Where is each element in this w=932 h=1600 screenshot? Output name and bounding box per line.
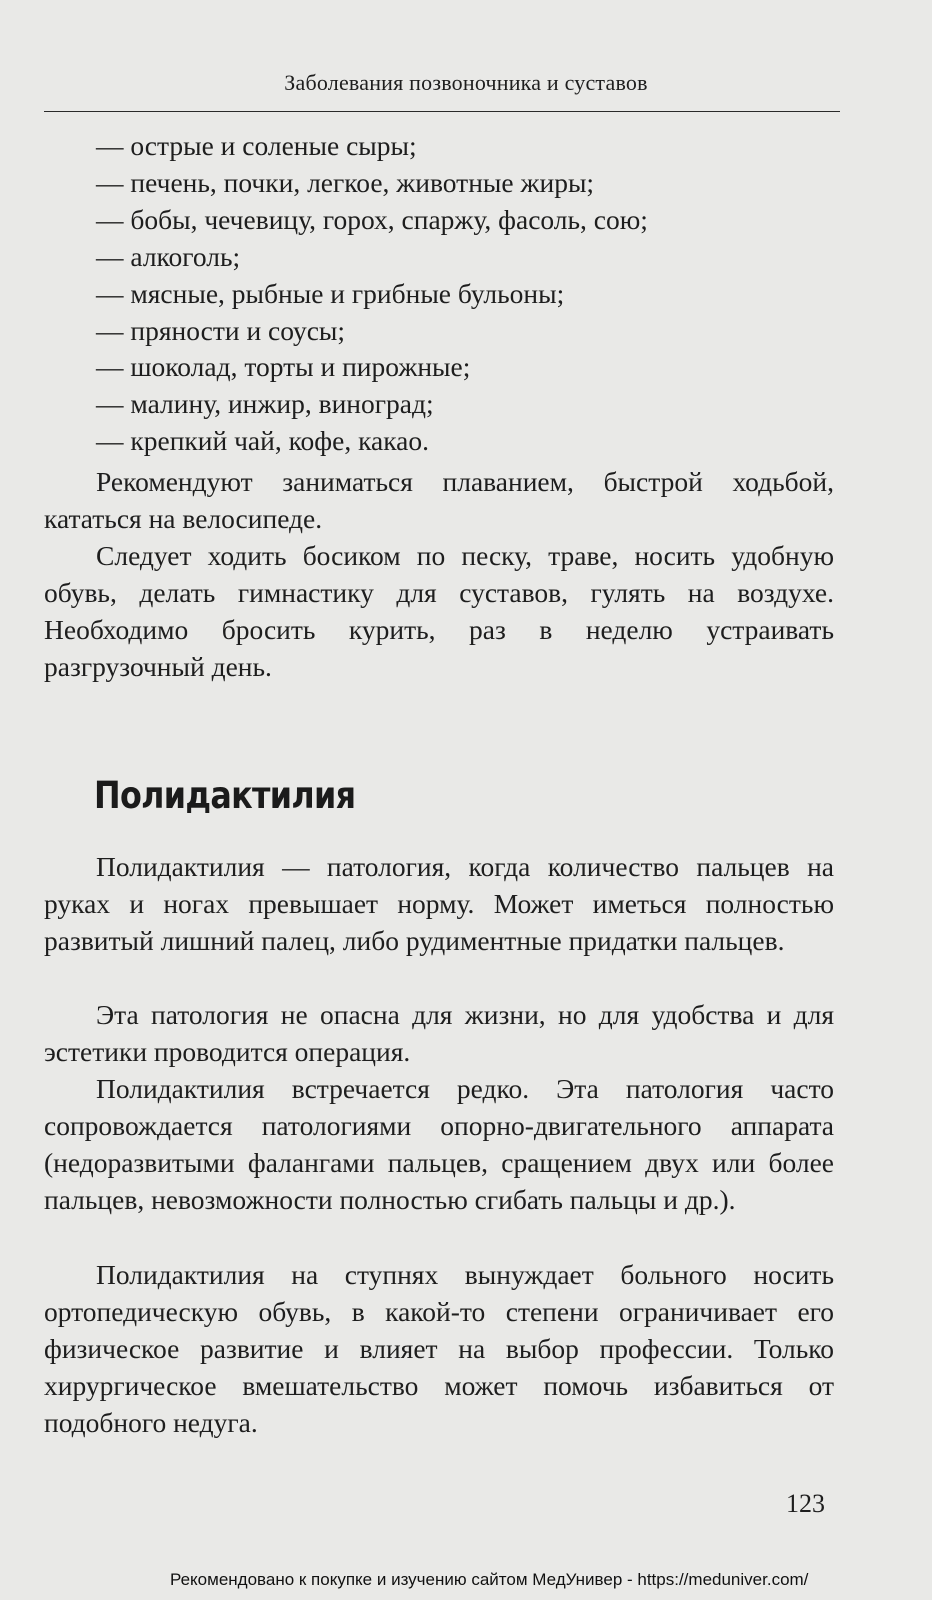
list-item: — алкоголь; (96, 240, 241, 272)
food-list (96, 128, 648, 460)
list-item: — пряности и соусы; (96, 314, 346, 346)
paragraph-feet: Полидактилия на ступнях вынуждает больного носить ортопедическую обувь, в какой-то степени ограничивает его физическое развитие и влияет на выбор профессии. Только хирургическое вмешательство может помочь избавиться от подобного недуга. (44, 1259, 834, 1438)
paragraph-operation: Эта патология не опасна для жизни, но для удобства и для эстетики проводится операция. (44, 999, 834, 1067)
section-title: Полидактилия (94, 774, 356, 817)
list-item: — острые и соленые сыры; (96, 130, 417, 161)
list-item: — шоколад, торты и пирожные; (96, 351, 471, 383)
list-item: — бобы, чечевицу, горох, спаржу, фасоль, сою; (96, 203, 648, 235)
list-item: — малину, инжир, виноград; (96, 388, 434, 420)
list-item: — печень, почки, легкое, животные жиры; (96, 166, 595, 198)
list-item: — крепкий чай, кофе, какао. (96, 425, 429, 457)
paragraph-lifestyle: Следует ходить босиком по песку, траве, носить удобную обувь, делать гимнастику для суставов, гулять на воздухе. Необходимо бросить курить, раз в неделю устраивать разгрузочный день. (44, 540, 834, 682)
running-header: Заболевания позвоночника и суставов (284, 70, 648, 95)
footer-watermark: Рекомендовано к покупке и изучению сайтом МедУнивер - https://meduniver.com/ (170, 1570, 809, 1589)
list-item: — мясные, рыбные и грибные бульоны; (96, 277, 565, 309)
page-number: 123 (786, 1489, 825, 1518)
paragraph-definition: Полидактилия — патология, когда количество пальцев на руках и ногах превышает норму. Может иметься полностью развитый лишний палец, либо рудиментные придатки пальцев. (44, 851, 834, 956)
header-divider (44, 111, 840, 112)
paragraph-exercise: Рекомендуют заниматься плаванием, быстрой ходьбой, кататься на велосипеде. (44, 466, 834, 534)
paragraph-associated-pathologies: Полидактилия встречается редко. Эта патология часто сопровождается патологиями опорно-двигательного аппарата (недоразвитыми фалангами пальцев, сращением двух или более пальцев, невозможности полностью сгибать пальцы и др.). (44, 1073, 834, 1215)
